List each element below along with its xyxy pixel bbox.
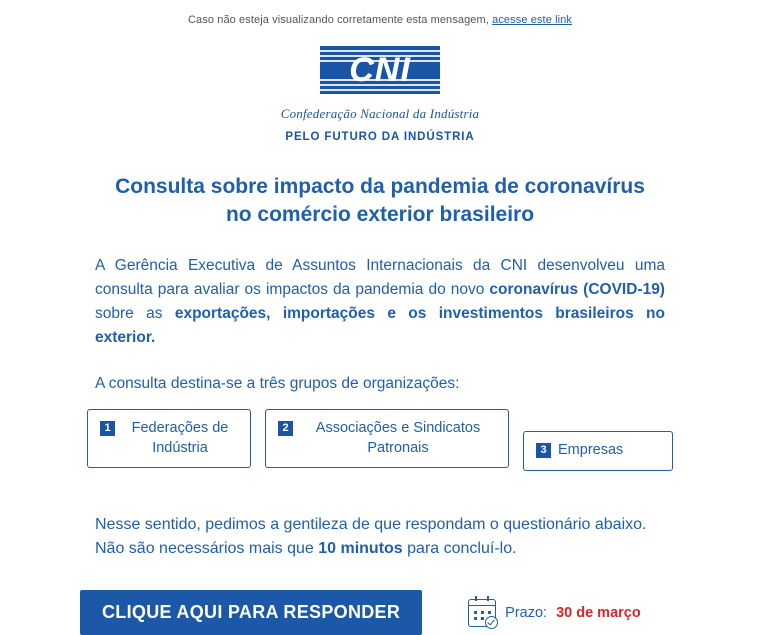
cni-logo-text: CNI: [349, 51, 411, 89]
group-box-associacoes[interactable]: [265, 409, 509, 468]
page-title: [80, 173, 680, 230]
preheader: [0, 0, 760, 26]
intro-part2: sobre as: [95, 304, 175, 322]
page-title-line2: no comércio exterior brasileiro: [225, 203, 535, 227]
group-number: 1: [100, 421, 115, 436]
cni-logo: [0, 46, 760, 143]
deadline-block: [468, 599, 641, 627]
group-number: 2: [278, 421, 293, 436]
closing-paragraph: [95, 513, 665, 563]
group-box-federacoes[interactable]: [87, 409, 251, 468]
page-title-line1: Consulta sobre impacto da pandemia de coronavírus: [115, 175, 645, 198]
group-number: 3: [536, 443, 551, 458]
group-box-empresas[interactable]: [523, 431, 673, 471]
closing-bold: 10 minutos: [318, 540, 403, 558]
group-label: Federações de Indústria: [131, 420, 229, 456]
closing-part1: Nesse sentido, pedimos a gentileza de que respondam o questionário abaixo. Não são necessários mais que: [95, 515, 647, 558]
cni-logo-mark: [320, 46, 440, 94]
cni-logo-subtitle: Confederação Nacional da Indústria: [280, 106, 480, 121]
group-label: Empresas: [558, 442, 624, 458]
preheader-link[interactable]: acesse este link: [492, 14, 572, 26]
group-label: Associações e Sindicatos Patronais: [315, 420, 481, 456]
deadline-label: Prazo:: [505, 604, 548, 621]
respond-button[interactable]: CLIQUE AQUI PARA RESPONDER: [80, 590, 422, 635]
intro-bold2: exportações, importações e os investimentos brasileiros no exterior.: [95, 304, 665, 346]
deadline-date: 30 de março: [556, 604, 641, 621]
groups-intro: A consulta destina-se a três grupos de organizações:: [95, 374, 460, 392]
calendar-check-icon: [468, 599, 496, 627]
intro-part1: A Gerência Executiva de Assuntos Internacionais da CNI desenvolveu uma consulta para avaliar os impactos da pandemia do novo: [95, 256, 665, 298]
intro-paragraph: [95, 254, 665, 350]
intro-bold1: coronavírus (COVID-19): [489, 280, 665, 298]
footer-row: [80, 590, 680, 635]
groups-list: [80, 409, 680, 471]
cni-logo-tagline: PELO FUTURO DA INDÚSTRIA: [285, 131, 475, 143]
closing-part2: para concluí-lo.: [402, 540, 517, 558]
preheader-text: Caso não esteja visualizando corretamente esta mensagem,: [188, 14, 493, 26]
